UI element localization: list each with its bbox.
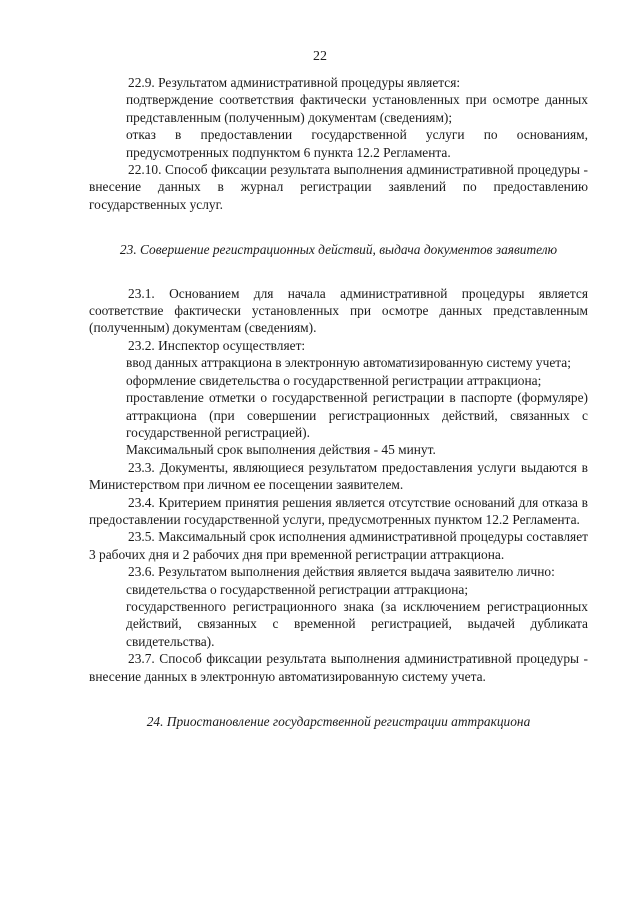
paragraph-23-7: 23.7. Способ фиксации результата выполнения административной процедуры - внесение данных в электронную автоматизированную систему учета. (89, 651, 588, 684)
paragraph-23-5: 23.5. Максимальный срок исполнения административной процедуры составляет 3 рабочих дня и 2 рабочих дня при временной регистрации аттракциона. (89, 529, 588, 562)
list-item-registration-certificate: свидетельства о государственной регистрации аттракциона; (126, 581, 469, 597)
paragraph-23-2: 23.2. Инспектор осуществляет: (128, 337, 306, 353)
list-item-data-entry: ввод данных аттракциона в электронную автоматизированную систему учета; (126, 355, 571, 371)
list-item-refusal: отказ в предоставлении государственной услуги по основаниям, предусмотренных подпунктом 6 пункта 12.2 Регламента. (126, 127, 588, 160)
paragraph-22-9: 22.9. Результатом административной процедуры является: (128, 75, 461, 90)
list-item-registration-plate: государственного регистрационного знака (за исключением регистрационных действий, связанных с временной регистрацией, выдачей дубликата свидетельства). (126, 598, 588, 649)
list-item-confirmation: подтверждение соответствия фактически установленных при осмотре данных представленным (полученным) документам (сведениям); (126, 92, 588, 125)
paragraph-23-4: 23.4. Критерием принятия решения является отсутствие оснований для отказа в предоставлении государственной услуги, предусмотренных пунктом 12.2 Регламента. (89, 494, 588, 527)
paragraph-23-1: 23.1. Основанием для начала административной процедуры является соответствие фактически установленных при осмотре данных представленным (полученным) документам (сведениям). (89, 285, 588, 336)
document-body (89, 74, 588, 730)
paragraph-23-3: 23.3. Документы, являющиеся результатом предоставления услуги выдаются в Министерством при личном ее посещении заявителем. (89, 459, 588, 493)
section-heading-23: 23. Совершение регистрационных действий, выдача документов заявителю (119, 242, 558, 258)
max-duration-text: Максимальный срок выполнения действия - 45 минут. (126, 442, 436, 458)
page-number: 22 (313, 49, 327, 64)
paragraph-23-6: 23.6. Результатом выполнения действия является выдача заявителю лично: (128, 564, 555, 580)
paragraph-22-10: 22.10. Способ фиксации результата выполнения административной процедуры - внесение данных в журнал регистрации заявлений по предоставлению государственных услуг. (89, 162, 588, 212)
list-item-certificate: оформление свидетельства о государственной регистрации аттракциона; (126, 372, 542, 388)
list-item-passport-mark: проставление отметки о государственной регистрации в паспорте (формуляре) аттракциона (при совершении регистрационных действий, связанных с государственной регистрацией). (126, 390, 588, 440)
section-heading-24: 24. Приостановление государственной регистрации аттракциона (146, 714, 531, 729)
